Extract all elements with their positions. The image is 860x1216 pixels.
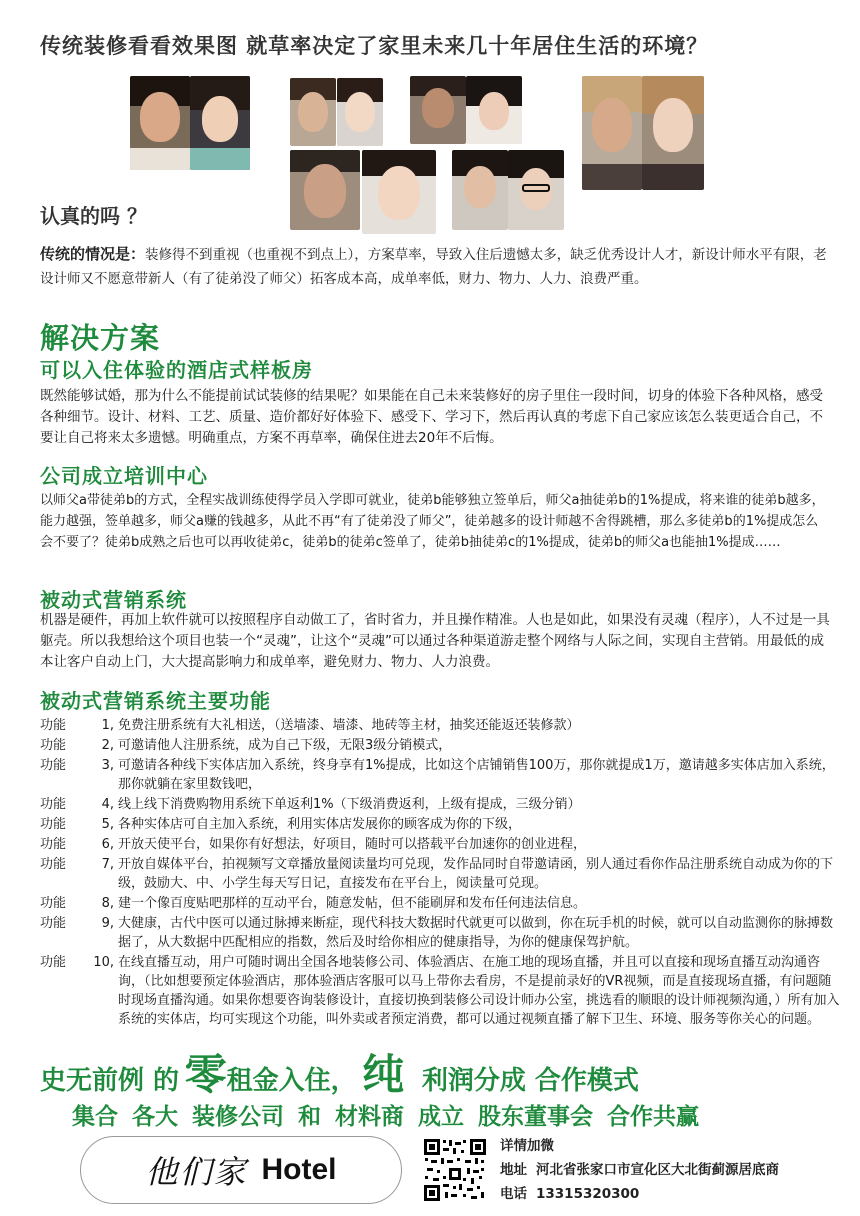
training-text: 以师父a带徒弟b的方式，全程实战训练使得学员入学即可就业，徒弟b能够独立签单后，师父a抽徒弟b的1%提成，将来谁的徒弟b越多，能力越强，签单越多，师父a赚的钱越多，从此不再“有了徒弟没了师父”，徒弟越多的设计师越不舍得跳槽，那么多徒弟b的1%提成怎么会不要了？徒弟b成熟之后也可以再收徒弟c，徒弟b的徒弟c签单了，徒弟b抽徒弟c的1%提成，徒弟b的师父a也能抽1%提成…… [40,493,825,550]
solution-title: 解决方案 [40,321,161,355]
photo-before-5 [452,150,508,230]
headline: 传统装修看看效果图 就草率决定了家里未来几十年居住生活的环境？ [40,34,709,58]
logo-hotel-text: Hotel [261,1153,337,1186]
contact-heading: 详情加微 [500,1138,554,1154]
slogan-part-1: 史无前例 的 [40,1066,180,1096]
slogan-line-1 [40,1042,639,1102]
photo-after-6 [642,76,704,190]
solution-subtitle: 可以入住体验的酒店式样板房 [40,358,313,382]
solution-text: 既然能够试婚，那为什么不能提前试试装修的结果呢？如果能在自己未来装修好的房子里住一段时间，切身的体验下各种风格，感受各种细节。设计、材料、工艺、质量、造价都好好体验下、感受下、学习下，然后再认真的考虑下自己家应该怎么装更适合自己，不要让自己将来太多遗憾。明确重点，方案不再草率，确保住进去20年不后悔。 [40,388,823,446]
photo-after-1 [190,76,250,170]
slogan-big-1: 零 [184,1050,227,1099]
photo-before-4 [410,76,466,144]
feature-item: 功能 4, 线上线下消费购物用系统下单返利1%（下级消费返利，上级有提成，三级分销） [40,797,581,812]
logo-script-text: 他们家 [145,1153,248,1191]
feature-item: 功能 5, 各种实体店可自主加入系统，利用实体店发展你的顾客成为你的下级， [40,817,522,832]
marketing-title: 被动式营销系统 [40,588,187,612]
slogan-line-2: 集合 各大 装修公司 和 材料商 成立 股东董事会 合作共赢 [72,1104,700,1130]
traditional-lead: 传统的情况是： [40,245,146,263]
qr-code-icon [423,1138,487,1202]
feature-item: 功能 9, 大健康，古代中医可以通过脉搏来断症，现代科技大数据时代就更可以做到，你在玩手机的时候，就可以自动监测你的脉搏数据了，从大数据中匹配相应的指数，然后及时给你相应的健康指导，为你的健康保驾护航。 [40,916,834,950]
feature-item: 功能 2, 可邀请他人注册系统，成为自己下级，无限3级分销模式， [40,738,452,753]
photo-before-6 [582,76,642,190]
traditional-text: 装修得不到重视（也重视不到点上），方案草率，导致入住后遗憾太多，缺乏优秀设计人才，新设计师水平有限，老设计师又不愿意带新人（有了徒弟没了师父）拓客成本高，成单率低，财力、物力、人力、浪费严重。 [40,247,827,287]
feature-item: 功能 3, 可邀请各种线下实体店加入系统，终身享有1%提成，比如这个店铺销售100万，那你就提成1万，邀请越多实体店加入系统，那你就躺在家里数钱吧， [40,758,835,792]
contact-address: 地址 河北省张家口市宣化区大北街蓟源居底商 [500,1162,779,1178]
photo-after-4 [466,76,522,144]
contact-phone: 电话 13315320300 [500,1186,640,1202]
photo-after-3 [362,150,436,234]
feature-item: 功能 8, 建一个像百度贴吧那样的互动平台，随意发帖，但不能刷屏和发布任何违法信息。 [40,896,587,911]
features-list [40,716,840,1030]
marketing-text: 机器是硬件，再加上软件就可以按照程序自动做工了，省时省力，并且操作精准。人也是如此，如果没有灵魂（程序），人不过是一具躯壳。所以我想给这个项目也装一个“灵魂”，让这个“灵魂”可以通过各种渠道游走整个网络与人际之间，实现自主营销。用最低的成本让客户自动上门，大大提高影响力和成单率，避免财力、物力、人力浪费。 [40,612,830,670]
question-text: 认真的吗 ？ [40,204,147,228]
features-title: 被动式营销系统主要功能 [40,689,271,713]
photo-before-3 [290,150,360,230]
photo-before-2 [290,78,336,146]
hotel-logo [80,1136,402,1204]
feature-item: 功能 6, 开放天使平台，如果你有好想法，好项目，随时可以搭载平台加速你的创业进程， [40,837,587,852]
slogan-part-3: 利润分成 合作模式 [421,1066,639,1096]
training-title: 公司成立培训中心 [40,464,208,488]
feature-item: 功能 1, 免费注册系统有大礼相送，（送墙漆、墙漆、地砖等主材，抽奖还能返还装修款） [40,718,580,733]
photo-after-2 [337,78,383,146]
traditional-section [40,242,830,291]
slogan-part-2: 租金入住， [226,1066,357,1096]
contact-info [500,1134,779,1206]
photo-after-5 [508,150,564,230]
feature-item: 功能 7, 开放自媒体平台，拍视频写文章播放量阅读量均可兑现，发作品同时自带邀请函，别人通过看你作品注册系统自动成为你的下级，鼓励大、中、小学生每天写日记，直接发布在平台上，阅读量可兑现。 [40,857,834,891]
slogan-big-2: 纯 [362,1050,405,1099]
photo-before-1 [130,76,190,170]
feature-item: 功能 10, 在线直播互动，用户可随时调出全国各地装修公司、体验酒店、在施工地的现场直播，并且可以直接和现场直播互动沟通咨询，（比如想要预定体验酒店，那体验酒店客服可以马上带你去看房，不是提前录好的VR视频，而是直接现场直播，有问题随时现场直播沟通。如果你想要咨询装修设计，直接切换到装修公司设计师办公室，挑选看的顺眼的设计师视频沟通，）所有加入系统的实体店，均可实现这个功能，叫外卖或者预定消费，都可以通过视频直播了解下卫生、环境、服务等你关心的问题。 [40,955,840,1027]
